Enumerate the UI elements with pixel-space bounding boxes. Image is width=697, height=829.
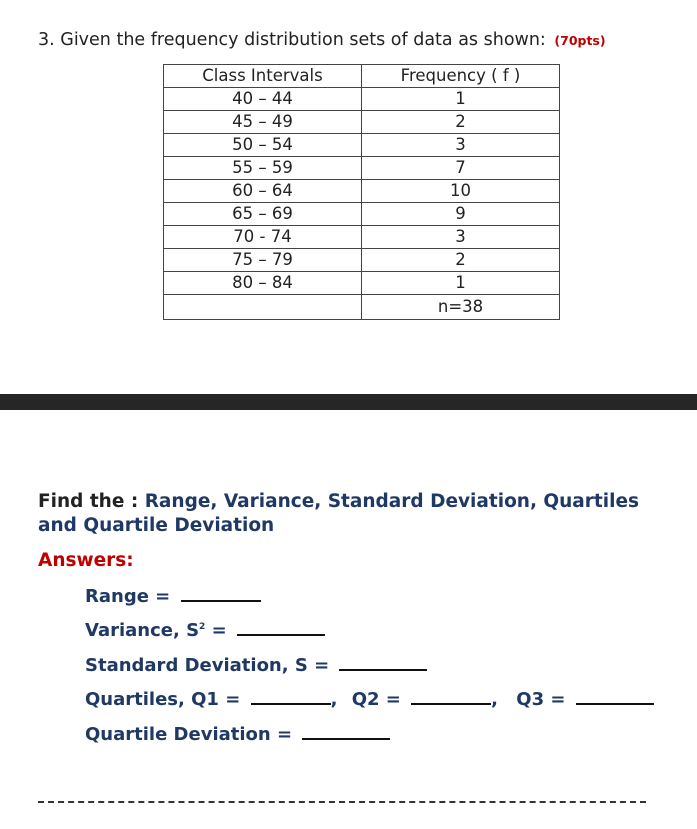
- table-row: [164, 203, 560, 226]
- frequency-cell: 2: [362, 111, 560, 134]
- answers-heading: Answers:: [38, 550, 134, 571]
- frequency-table: [163, 64, 560, 320]
- class-interval-cell: 45 – 49: [164, 111, 362, 134]
- instruction-lead: Find the :: [38, 491, 139, 512]
- frequency-cell: 3: [362, 134, 560, 157]
- q1-blank[interactable]: [251, 702, 331, 705]
- q3-label: Q3 =: [516, 689, 566, 710]
- qd-answer-line: [85, 724, 390, 745]
- dashed-separator: [38, 801, 646, 803]
- table-row: [164, 272, 560, 295]
- points-badge: (70pts): [554, 33, 606, 48]
- frequency-cell: 7: [362, 157, 560, 180]
- class-interval-cell: 75 – 79: [164, 249, 362, 272]
- frequency-cell: 1: [362, 88, 560, 111]
- table-row: [164, 88, 560, 111]
- variance-blank[interactable]: [237, 633, 325, 636]
- std-answer-line: [85, 655, 427, 676]
- section-divider-bar: [0, 394, 697, 410]
- table-row: [164, 134, 560, 157]
- class-interval-cell: 70 - 74: [164, 226, 362, 249]
- frequency-cell: 2: [362, 249, 560, 272]
- range-blank[interactable]: [181, 599, 261, 602]
- range-answer-line: [85, 586, 261, 607]
- q1-comma: ,: [330, 689, 338, 710]
- total-frequency-cell: n=38: [362, 295, 560, 320]
- qd-blank[interactable]: [302, 737, 390, 740]
- header-class-intervals: Class Intervals: [164, 65, 362, 88]
- instruction-items: Range, Variance, Standard Deviation, Quartiles and Quartile Deviation: [38, 491, 640, 536]
- header-frequency: Frequency ( f ): [362, 65, 560, 88]
- total-row: [164, 295, 560, 320]
- std-label: Standard Deviation, S =: [85, 655, 330, 676]
- frequency-cell: 10: [362, 180, 560, 203]
- table-row: [164, 249, 560, 272]
- table-row: [164, 180, 560, 203]
- class-interval-cell: 40 – 44: [164, 88, 362, 111]
- qd-label: Quartile Deviation =: [85, 724, 293, 745]
- table-row: [164, 111, 560, 134]
- q1-label: Quartiles, Q1 =: [85, 689, 241, 710]
- frequency-cell: 1: [362, 272, 560, 295]
- class-interval-cell: 65 – 69: [164, 203, 362, 226]
- variance-label: Variance, S: [85, 620, 200, 641]
- q3-blank[interactable]: [576, 702, 654, 705]
- variance-answer-line: [85, 620, 325, 641]
- std-blank[interactable]: [339, 668, 427, 671]
- class-interval-cell: 80 – 84: [164, 272, 362, 295]
- table-row: [164, 226, 560, 249]
- empty-cell: [164, 295, 362, 320]
- question-label: 3. Given the frequency distribution sets of data as shown:: [38, 30, 546, 50]
- q2-label: Q2 =: [351, 689, 401, 710]
- q2-blank[interactable]: [411, 702, 491, 705]
- range-label: Range =: [85, 586, 171, 607]
- frequency-cell: 9: [362, 203, 560, 226]
- class-interval-cell: 55 – 59: [164, 157, 362, 180]
- frequency-cell: 3: [362, 226, 560, 249]
- class-interval-cell: 60 – 64: [164, 180, 362, 203]
- variance-equals: =: [211, 620, 227, 641]
- q2-comma: ,: [491, 689, 499, 710]
- class-interval-cell: 50 – 54: [164, 134, 362, 157]
- table-row: [164, 157, 560, 180]
- question-text: [38, 30, 606, 50]
- table-header-row: [164, 65, 560, 88]
- instruction-text: [38, 490, 678, 538]
- quartiles-answer-line: [85, 689, 654, 710]
- variance-superscript: 2: [199, 622, 206, 632]
